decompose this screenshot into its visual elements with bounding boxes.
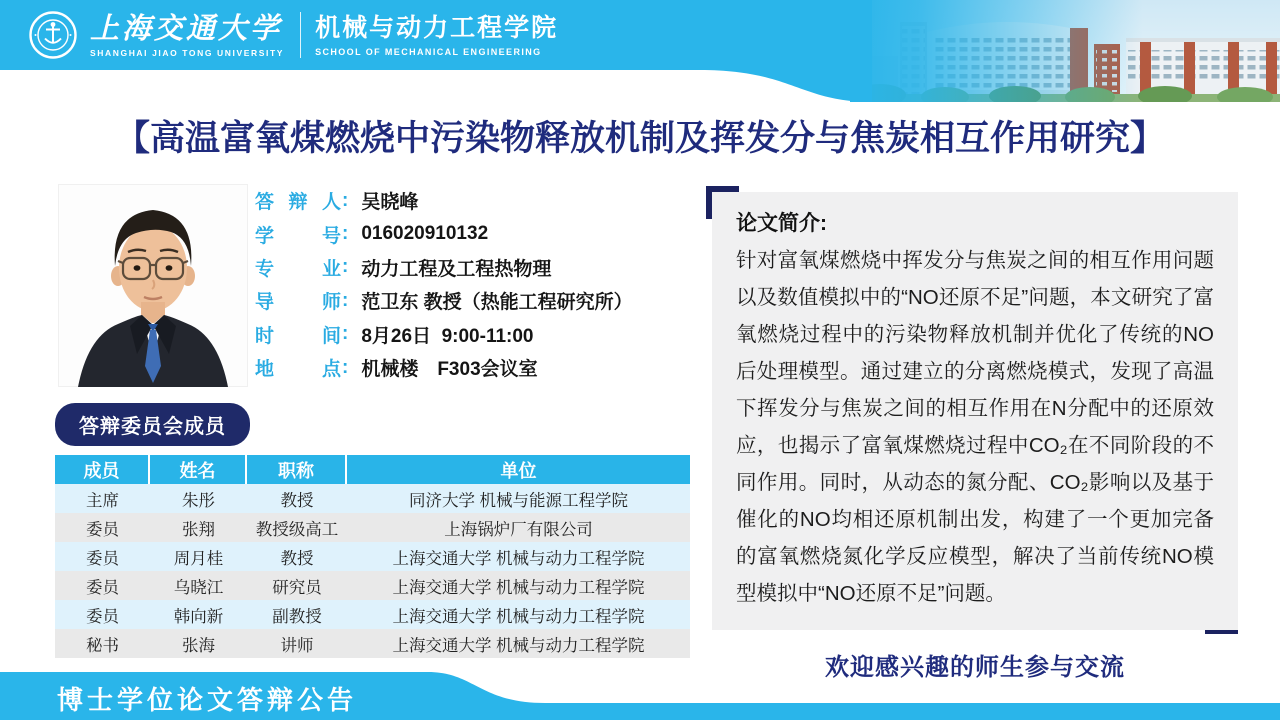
table-cell: 教授	[280, 549, 314, 568]
table-cell: 张海	[182, 636, 215, 655]
school-name-block	[315, 13, 558, 57]
table-cell: 朱彤	[182, 491, 215, 510]
info-colon: :	[342, 189, 349, 211]
table-cell: 同济大学 机械与能源工程学院	[408, 491, 629, 510]
welcome-message: 欢迎感兴趣的师生参与交流	[825, 654, 1125, 681]
table-header-cell: 姓名	[150, 455, 247, 484]
sjtu-emblem-logo	[28, 10, 78, 60]
table-header-cell: 单位	[500, 460, 537, 481]
info-row	[255, 251, 633, 284]
abstract-heading: 论文简介:	[736, 212, 827, 235]
info-label: 导师	[255, 292, 341, 314]
university-name-cn: 上海交通大学	[90, 12, 283, 45]
info-colon: :	[342, 323, 349, 345]
table-cell: 韩向新	[173, 607, 224, 626]
table-cell: 秘书	[86, 636, 119, 655]
info-row	[255, 284, 633, 317]
university-name-en: SHANGHAI JIAO TONG UNIVERSITY	[90, 47, 285, 58]
table-row	[55, 513, 690, 542]
info-value: 8月26日 9:00-11:00	[361, 325, 534, 347]
info-label: 答辩人	[255, 192, 341, 214]
header-divider	[300, 12, 301, 58]
committee-table	[55, 455, 690, 658]
committee-table-body	[55, 484, 690, 658]
footer-banner	[0, 672, 1280, 720]
table-cell: 上海交通大学 机械与动力工程学院	[392, 578, 645, 597]
table-cell: 教授级高工	[255, 520, 339, 539]
info-label: 时间	[255, 325, 341, 347]
info-list	[255, 184, 633, 384]
table-cell: 主席	[86, 491, 119, 510]
header-banner	[0, 0, 1280, 102]
info-label: 地点	[255, 359, 341, 381]
school-name-cn: 机械与动力工程学院	[315, 14, 559, 42]
table-cell: 周月桂	[173, 549, 224, 568]
info-value: 范卫东 教授（热能工程研究所）	[361, 292, 633, 314]
abstract-panel	[712, 192, 1238, 630]
table-cell: 上海交通大学 机械与动力工程学院	[392, 549, 645, 568]
footer-title: 博士学位论文答辩公告	[57, 686, 358, 715]
info-value: 机械楼 F303会议室	[361, 359, 538, 381]
school-name-en: SCHOOL OF MECHANICAL ENGINEERING	[315, 47, 542, 57]
table-cell: 上海交通大学 机械与动力工程学院	[392, 607, 645, 626]
table-cell: 上海交通大学 机械与动力工程学院	[392, 636, 645, 655]
table-cell: 副教授	[272, 607, 322, 626]
table-cell: 上海锅炉厂有限公司	[444, 520, 593, 539]
info-row	[255, 351, 633, 384]
table-row	[55, 600, 690, 629]
table-cell: 乌晓江	[173, 578, 224, 597]
table-cell: 张翔	[182, 520, 215, 539]
table-cell: 委员	[86, 607, 119, 626]
table-cell: 委员	[86, 549, 119, 568]
table-cell: 研究员	[272, 578, 322, 597]
logo-block	[28, 10, 558, 60]
committee-badge: 答辩委员会成员	[55, 403, 250, 446]
info-label: 学号	[255, 225, 341, 247]
table-header-cell: 职称	[247, 455, 347, 484]
info-label: 专业	[255, 258, 341, 280]
table-cell: 教授	[280, 491, 314, 510]
abstract-body: 针对富氧煤燃烧中挥发分与焦炭之间的相互作用问题以及数值模拟中的“NO还原不足”问题，本文研究了富氧燃烧过程中的污染物释放机制并优化了传统的NO后处理模型。通过建立的分离燃烧模式，发现了高温下挥发分与焦炭之间的相互作用在N分配中的还原效应，也揭示了富氧煤燃烧过程中CO₂在不同阶段的不同作用。同时，从动态的氮分配、CO₂影响以及基于催化的NO均相还原机制出发，构建了一个更加完备的富氧燃烧氮化学反应模型，解决了当前传统NO模型模拟中“NO还原不足”问题。	[736, 249, 1214, 605]
table-row	[55, 484, 690, 513]
info-value: 动力工程及工程热物理	[361, 258, 552, 280]
table-cell: 讲师	[280, 636, 314, 655]
info-colon: :	[342, 223, 349, 245]
candidate-photo	[58, 184, 248, 387]
info-colon: :	[342, 256, 349, 278]
info-value: 016020910132	[361, 223, 489, 245]
table-cell: 委员	[86, 520, 119, 539]
info-row	[255, 217, 633, 250]
info-row	[255, 318, 633, 351]
info-value: 吴晓峰	[361, 192, 419, 214]
table-cell: 委员	[86, 578, 119, 597]
committee-table-header	[55, 455, 690, 484]
info-colon: :	[342, 356, 349, 378]
table-row	[55, 542, 690, 571]
thesis-title: 【高温富氧煤燃烧中污染物释放机制及挥发分与焦炭相互作用研究】	[114, 119, 1165, 158]
info-row	[255, 184, 633, 217]
table-row	[55, 571, 690, 600]
info-colon: :	[342, 289, 349, 311]
university-name-block	[90, 13, 284, 58]
table-row	[55, 629, 690, 658]
table-header-cell: 成员	[55, 455, 150, 484]
